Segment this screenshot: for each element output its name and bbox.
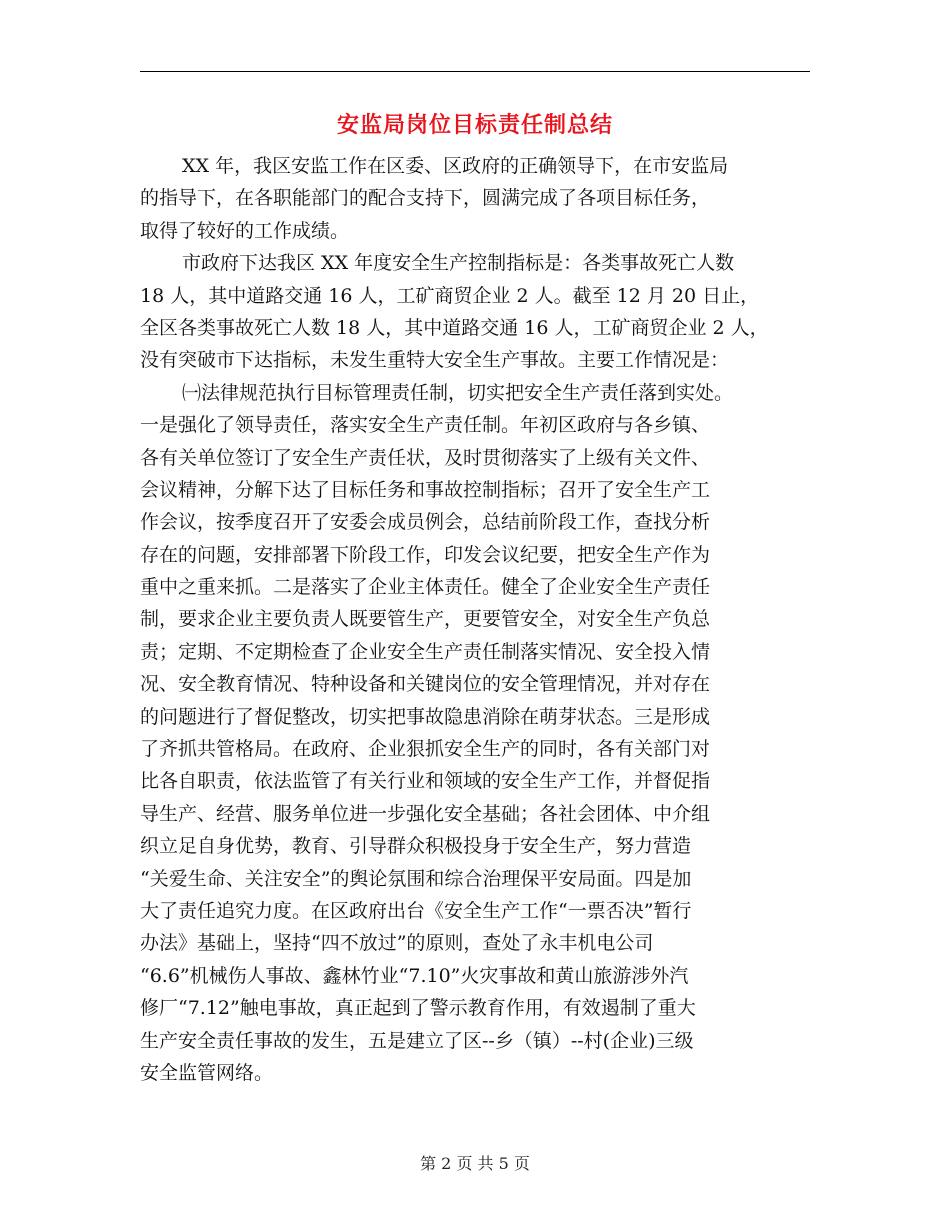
body-line: 生产安全责任事故的发生，五是建立了区--乡（镇）--村(企业)三级 (140, 1029, 694, 1052)
body-line: 织立足自身优势，教育、引导群众积极投身于安全生产，努力营造 (140, 835, 692, 858)
body-line: “6.6”机械伤人事故、鑫林竹业“7.10”火灾事故和黄山旅游涉外汽 (140, 964, 689, 987)
body-line: 作会议，按季度召开了安委会成员例会，总结前阶段工作，查找分析 (140, 511, 711, 534)
body-line: 的指导下，在各职能部门的配合支持下，圆满完成了各项目标任务， (140, 187, 711, 210)
body-line: 会议精神，分解下达了目标任务和事故控制指标；召开了安全生产工 (140, 478, 711, 501)
document-body (140, 150, 810, 1089)
body-line: 责；定期、不定期检查了企业安全生产责任制落实情况、安全投入情 (140, 640, 711, 663)
body-line: 没有突破市下达指标，未发生重特大安全生产事故。主要工作情况是： (140, 349, 730, 372)
body-line: 大了责任追究力度。在区政府出台《安全生产工作“一票否决”暂行 (140, 899, 692, 922)
page-number: 第 2 页 共 5 页 (420, 1154, 530, 1173)
body-line: 各有关单位签订了安全生产责任状，及时贯彻落实了上级有关文件、 (140, 446, 711, 469)
body-line: 重中之重来抓。二是落实了企业主体责任。健全了企业安全生产责任 (140, 576, 711, 599)
header-rule (140, 71, 810, 72)
body-line: 了齐抓共管格局。在政府、企业狠抓安全生产的同时，各有关部门对 (140, 738, 711, 761)
body-line: 制，要求企业主要负责人既要管生产，更要管安全，对安全生产负总 (140, 608, 711, 631)
body-line: “关爱生命、关注安全”的舆论氛围和综合治理保平安局面。四是加 (140, 867, 692, 890)
body-line: 全区各类事故死亡人数 18 人，其中道路交通 16 人，工矿商贸企业 2 人， (140, 316, 769, 339)
body-line: 导生产、经营、服务单位进一步强化安全基础；各社会团体、中介组 (140, 802, 711, 825)
body-line: 取得了较好的工作成绩。 (140, 219, 350, 242)
document-title: 安监局岗位目标责任制总结 (336, 112, 613, 138)
body-line: 比各自职责，依法监管了有关行业和领域的安全生产工作，并督促指 (140, 770, 711, 793)
body-line: 修厂“7.12”触电事故，真正起到了警示教育作用，有效遏制了重大 (140, 997, 696, 1020)
body-line: 市政府下达我区 XX 年度安全生产控制指标是：各类事故死亡人数 (182, 252, 735, 275)
body-line: 的问题进行了督促整改，切实把事故隐患消除在萌芽状态。三是形成 (140, 705, 711, 728)
body-line: ㈠法律规范执行目标管理责任制，切实把安全生产责任落到实处。 (182, 381, 734, 404)
body-line: XX 年，我区安监工作在区委、区政府的正确领导下，在市安监局 (182, 155, 729, 177)
body-line: 安全监管网络。 (140, 1061, 274, 1084)
body-line: 办法》基础上，坚持“四不放过”的原则，查处了永丰机电公司 (140, 932, 654, 955)
body-line: 存在的问题，安排部署下阶段工作，印发会议纪要，把安全生产作为 (140, 543, 711, 566)
body-line: 一是强化了领导责任，落实安全生产责任制。年初区政府与各乡镇、 (140, 414, 711, 437)
body-line: 况、安全教育情况、特种设备和关键岗位的安全管理情况，并对存在 (140, 673, 711, 696)
body-line: 18 人，其中道路交通 16 人，工矿商贸企业 2 人。截至 12 月 20 日止， (140, 284, 760, 307)
